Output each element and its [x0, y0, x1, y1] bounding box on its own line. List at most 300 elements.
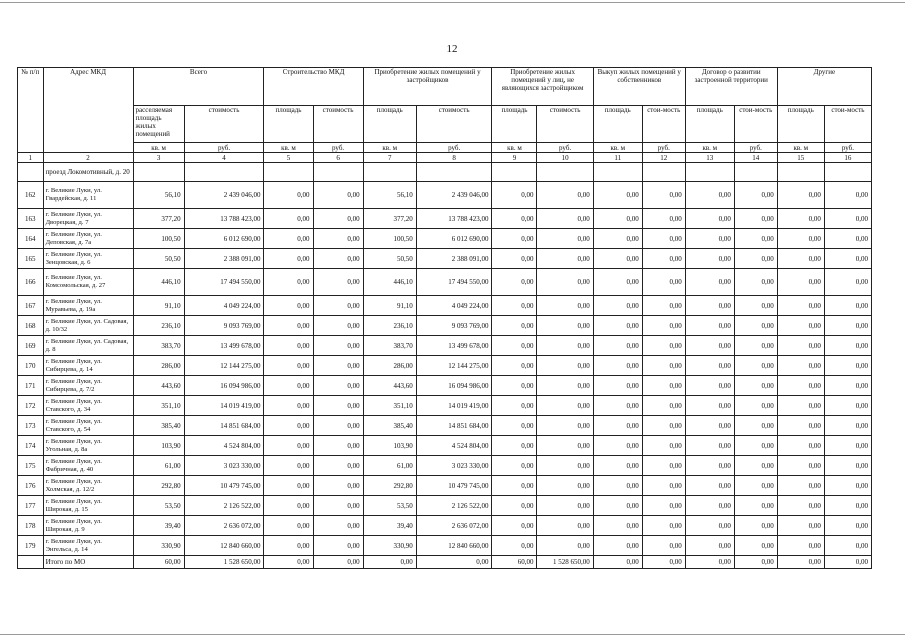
continuation-row — [18, 163, 872, 182]
row-value: 0,00 — [313, 456, 363, 476]
row-number: 174 — [18, 436, 44, 456]
row-value: 0,00 — [492, 376, 537, 396]
row-value: 0,00 — [734, 376, 777, 396]
row-value: 0,00 — [685, 416, 734, 436]
row-value: 0,00 — [685, 296, 734, 316]
header-no: № п/п — [18, 68, 44, 153]
row-value: 0,00 — [593, 436, 642, 456]
total-label: Итого по МО — [43, 556, 133, 569]
row-value: 0,00 — [593, 376, 642, 396]
row-value: 0,00 — [537, 296, 593, 316]
row-value: 0,00 — [264, 396, 313, 416]
row-address: г. Великие Луки, ул. Зенцовская, д. 6 — [43, 249, 133, 269]
row-value: 0,00 — [824, 396, 871, 416]
row-value: 0,00 — [685, 209, 734, 229]
unit-cell: кв. м — [685, 143, 734, 153]
row-value: 0,00 — [264, 316, 313, 336]
row-value: 0,00 — [492, 296, 537, 316]
table-row — [18, 476, 872, 496]
row-value: 0,00 — [264, 456, 313, 476]
row-address: г. Великие Луки, ул. Садовая, д. 10/32 — [43, 316, 133, 336]
row-number: 163 — [18, 209, 44, 229]
row-value: 61,00 — [133, 456, 184, 476]
table-row — [18, 249, 872, 269]
index-cell: 3 — [133, 153, 184, 163]
row-value: 0,00 — [492, 316, 537, 336]
row-value: 0,00 — [777, 456, 824, 476]
row-value: 0,00 — [313, 376, 363, 396]
row-value: 0,00 — [685, 456, 734, 476]
row-value: 0,00 — [492, 416, 537, 436]
unit-cell: руб. — [642, 143, 685, 153]
row-value: 351,10 — [133, 396, 184, 416]
row-value: 16 094 986,00 — [184, 376, 264, 396]
row-value: 103,90 — [133, 436, 184, 456]
row-value: 0,00 — [593, 229, 642, 249]
row-value: 0,00 — [537, 316, 593, 336]
row-value: 0,00 — [777, 516, 824, 536]
row-number: 178 — [18, 516, 44, 536]
row-value: 0,00 — [593, 249, 642, 269]
row-value: 0,00 — [593, 356, 642, 376]
unit-cell: кв. м — [593, 143, 642, 153]
total-cell: 0,00 — [593, 556, 642, 569]
row-value: 0,00 — [734, 456, 777, 476]
row-value: 2 636 072,00 — [416, 516, 492, 536]
unit-cell: руб. — [184, 143, 264, 153]
row-value: 0,00 — [734, 249, 777, 269]
subheader-cell: расселяемая площадь жилых помещений — [133, 106, 184, 143]
row-value: 2 388 091,00 — [184, 249, 264, 269]
row-value: 0,00 — [593, 456, 642, 476]
row-value: 13 788 423,00 — [184, 209, 264, 229]
row-value: 0,00 — [824, 476, 871, 496]
row-value: 0,00 — [824, 516, 871, 536]
index-cell: 12 — [642, 153, 685, 163]
row-value: 0,00 — [264, 336, 313, 356]
row-address: г. Великие Луки, ул. Фабричная, д. 40 — [43, 456, 133, 476]
row-value: 0,00 — [264, 376, 313, 396]
row-value: 0,00 — [685, 356, 734, 376]
row-value: 0,00 — [734, 436, 777, 456]
row-value: 4 524 804,00 — [184, 436, 264, 456]
unit-cell: руб. — [537, 143, 593, 153]
row-number: 179 — [18, 536, 44, 556]
table-row — [18, 182, 872, 209]
total-row — [18, 556, 872, 569]
row-number: 169 — [18, 336, 44, 356]
row-value: 39,40 — [363, 516, 416, 536]
row-value: 2 439 046,00 — [184, 182, 264, 209]
row-value: 0,00 — [734, 476, 777, 496]
row-value: 0,00 — [685, 316, 734, 336]
page-number: 12 — [446, 43, 458, 55]
header-group: Приобретение жилых помещений у застройщиков — [363, 68, 492, 106]
row-value: 0,00 — [313, 269, 363, 296]
row-value: 0,00 — [537, 182, 593, 209]
row-value: 0,00 — [264, 516, 313, 536]
row-value: 3 023 330,00 — [184, 456, 264, 476]
row-value: 0,00 — [492, 496, 537, 516]
row-value: 0,00 — [537, 476, 593, 496]
row-address: г. Великие Луки, ул. Угольная, д. 8а — [43, 436, 133, 456]
row-value: 0,00 — [593, 536, 642, 556]
row-value: 0,00 — [642, 416, 685, 436]
row-value: 13 788 423,00 — [416, 209, 492, 229]
row-value: 50,50 — [363, 249, 416, 269]
row-value: 10 479 745,00 — [184, 476, 264, 496]
row-value: 0,00 — [537, 496, 593, 516]
row-value: 0,00 — [734, 516, 777, 536]
row-value: 0,00 — [685, 229, 734, 249]
row-value: 0,00 — [642, 536, 685, 556]
row-value: 0,00 — [777, 316, 824, 336]
row-value: 0,00 — [537, 416, 593, 436]
row-value: 0,00 — [492, 476, 537, 496]
row-value: 0,00 — [824, 536, 871, 556]
row-value: 0,00 — [492, 249, 537, 269]
header-group: Всего — [133, 68, 264, 106]
unit-cell: руб. — [734, 143, 777, 153]
unit-cell: кв. м — [777, 143, 824, 153]
row-value: 0,00 — [777, 249, 824, 269]
subheader-cell: стои-мость — [824, 106, 871, 143]
subheader-cell: площадь — [593, 106, 642, 143]
row-value: 385,40 — [133, 416, 184, 436]
row-value: 0,00 — [642, 436, 685, 456]
row-value: 0,00 — [734, 356, 777, 376]
subheader-cell: стоимость — [537, 106, 593, 143]
row-value: 0,00 — [824, 229, 871, 249]
row-value: 0,00 — [492, 516, 537, 536]
index-cell: 8 — [416, 153, 492, 163]
row-value: 0,00 — [264, 536, 313, 556]
row-value: 0,00 — [537, 536, 593, 556]
unit-cell: кв. м — [492, 143, 537, 153]
row-value: 0,00 — [824, 456, 871, 476]
total-cell: 0,00 — [363, 556, 416, 569]
row-value: 2 439 046,00 — [416, 182, 492, 209]
row-number: 170 — [18, 356, 44, 376]
total-cell: 0,00 — [264, 556, 313, 569]
row-value: 0,00 — [642, 209, 685, 229]
row-value: 0,00 — [777, 496, 824, 516]
scan-edge-bottom — [0, 634, 905, 635]
row-number: 167 — [18, 296, 44, 316]
row-value: 0,00 — [734, 296, 777, 316]
unit-cell: руб. — [416, 143, 492, 153]
index-cell: 15 — [777, 153, 824, 163]
subheader-cell: площадь — [363, 106, 416, 143]
row-value: 330,90 — [363, 536, 416, 556]
total-cell: 0,00 — [824, 556, 871, 569]
total-cell: 0,00 — [416, 556, 492, 569]
row-value: 0,00 — [777, 356, 824, 376]
row-value: 4 049 224,00 — [184, 296, 264, 316]
row-address: г. Великие Луки, ул. Дворецкая, д. 7 — [43, 209, 133, 229]
row-value: 236,10 — [133, 316, 184, 336]
row-value: 385,40 — [363, 416, 416, 436]
row-value: 2 126 522,00 — [184, 496, 264, 516]
row-number: 177 — [18, 496, 44, 516]
row-number: 162 — [18, 182, 44, 209]
row-value: 0,00 — [537, 456, 593, 476]
row-value: 0,00 — [734, 496, 777, 516]
row-value: 0,00 — [777, 209, 824, 229]
subheader-cell: стоимость — [184, 106, 264, 143]
row-value: 0,00 — [593, 316, 642, 336]
row-value: 446,10 — [363, 269, 416, 296]
row-value: 0,00 — [313, 416, 363, 436]
total-cell: 0,00 — [313, 556, 363, 569]
row-value: 286,00 — [133, 356, 184, 376]
row-value: 0,00 — [685, 376, 734, 396]
row-value: 383,70 — [363, 336, 416, 356]
row-value: 0,00 — [642, 336, 685, 356]
row-value: 0,00 — [777, 182, 824, 209]
row-number: 176 — [18, 476, 44, 496]
total-cell: 0,00 — [777, 556, 824, 569]
row-value: 100,50 — [133, 229, 184, 249]
subheader-cell: площадь — [777, 106, 824, 143]
row-number: 165 — [18, 249, 44, 269]
row-value: 0,00 — [593, 476, 642, 496]
row-value: 0,00 — [313, 336, 363, 356]
row-value: 0,00 — [537, 336, 593, 356]
row-value: 446,10 — [133, 269, 184, 296]
header-group: Другие — [777, 68, 871, 106]
row-value: 0,00 — [824, 336, 871, 356]
row-value: 0,00 — [492, 209, 537, 229]
row-value: 0,00 — [734, 316, 777, 336]
row-value: 0,00 — [824, 296, 871, 316]
row-value: 0,00 — [642, 296, 685, 316]
row-address: г. Великие Луки, ул. Сибирцева, д. 7/2 — [43, 376, 133, 396]
table-row — [18, 496, 872, 516]
row-value: 0,00 — [777, 536, 824, 556]
row-value: 0,00 — [537, 376, 593, 396]
row-value: 0,00 — [492, 336, 537, 356]
row-value: 0,00 — [824, 376, 871, 396]
row-value: 0,00 — [537, 516, 593, 536]
row-value: 0,00 — [537, 356, 593, 376]
row-value: 0,00 — [264, 269, 313, 296]
row-value: 0,00 — [264, 476, 313, 496]
total-cell: 0,00 — [734, 556, 777, 569]
unit-cell: руб. — [313, 143, 363, 153]
table-row — [18, 516, 872, 536]
header-row-units — [18, 143, 872, 153]
index-cell: 2 — [43, 153, 133, 163]
row-value: 12 144 275,00 — [416, 356, 492, 376]
row-value: 9 093 769,00 — [184, 316, 264, 336]
header-group: Строительство МКД — [264, 68, 363, 106]
row-value: 0,00 — [685, 336, 734, 356]
row-value: 9 093 769,00 — [416, 316, 492, 336]
index-cell: 5 — [264, 153, 313, 163]
row-value: 0,00 — [642, 249, 685, 269]
row-value: 0,00 — [492, 456, 537, 476]
row-address: г. Великие Луки, ул. Ставского, д. 54 — [43, 416, 133, 436]
row-value: 0,00 — [264, 229, 313, 249]
header-group: Приобретение жилых помещений у лиц, не являющихся застройщиком — [492, 68, 593, 106]
row-value: 0,00 — [492, 436, 537, 456]
row-value: 14 851 684,00 — [184, 416, 264, 436]
row-address: г. Великие Луки, ул. Широкая, д. 15 — [43, 496, 133, 516]
index-cell: 6 — [313, 153, 363, 163]
row-value: 12 840 660,00 — [184, 536, 264, 556]
row-value: 0,00 — [593, 269, 642, 296]
total-cell: 60,00 — [492, 556, 537, 569]
row-value: 0,00 — [824, 416, 871, 436]
row-value: 0,00 — [685, 249, 734, 269]
row-value: 0,00 — [264, 356, 313, 376]
row-value: 0,00 — [685, 496, 734, 516]
row-value: 0,00 — [313, 536, 363, 556]
total-cell: 60,00 — [133, 556, 184, 569]
row-value: 14 019 419,00 — [416, 396, 492, 416]
subheader-cell: стои-мость — [642, 106, 685, 143]
row-value: 292,80 — [363, 476, 416, 496]
row-value: 0,00 — [685, 476, 734, 496]
table-row — [18, 296, 872, 316]
row-value: 53,50 — [133, 496, 184, 516]
row-value: 0,00 — [593, 416, 642, 436]
index-cell: 13 — [685, 153, 734, 163]
total-no-cell — [18, 556, 44, 569]
row-value: 0,00 — [264, 496, 313, 516]
row-value: 330,90 — [133, 536, 184, 556]
row-value: 0,00 — [777, 476, 824, 496]
row-value: 91,10 — [133, 296, 184, 316]
row-value: 0,00 — [492, 229, 537, 249]
row-value: 4 049 224,00 — [416, 296, 492, 316]
row-value: 0,00 — [313, 356, 363, 376]
row-value: 383,70 — [133, 336, 184, 356]
row-value: 10 479 745,00 — [416, 476, 492, 496]
row-value: 0,00 — [824, 182, 871, 209]
row-value: 39,40 — [133, 516, 184, 536]
row-value: 14 851 684,00 — [416, 416, 492, 436]
table-body — [18, 68, 872, 569]
index-cell: 9 — [492, 153, 537, 163]
row-value: 0,00 — [685, 516, 734, 536]
row-value: 0,00 — [642, 476, 685, 496]
row-value: 0,00 — [734, 396, 777, 416]
row-value: 0,00 — [313, 516, 363, 536]
row-value: 103,90 — [363, 436, 416, 456]
row-value: 0,00 — [264, 182, 313, 209]
row-value: 56,10 — [133, 182, 184, 209]
row-value: 0,00 — [734, 182, 777, 209]
table-row — [18, 536, 872, 556]
row-value: 0,00 — [777, 336, 824, 356]
row-value: 0,00 — [264, 436, 313, 456]
table-row — [18, 376, 872, 396]
row-value: 0,00 — [685, 436, 734, 456]
table-row — [18, 316, 872, 336]
index-cell: 1 — [18, 153, 44, 163]
index-cell: 16 — [824, 153, 871, 163]
row-number: 171 — [18, 376, 44, 396]
index-cell: 14 — [734, 153, 777, 163]
index-cell: 11 — [593, 153, 642, 163]
row-address: г. Великие Луки, ул. Холмская, д. 12/2 — [43, 476, 133, 496]
table-row — [18, 436, 872, 456]
total-cell: 1 528 650,00 — [537, 556, 593, 569]
row-value: 0,00 — [824, 316, 871, 336]
row-value: 50,50 — [133, 249, 184, 269]
row-value: 0,00 — [492, 356, 537, 376]
row-value: 0,00 — [313, 182, 363, 209]
row-value: 0,00 — [313, 476, 363, 496]
row-value: 0,00 — [593, 296, 642, 316]
row-value: 0,00 — [313, 296, 363, 316]
row-value: 14 019 419,00 — [184, 396, 264, 416]
row-value: 0,00 — [264, 296, 313, 316]
row-address: г. Великие Луки, ул. Сибирцева, д. 14 — [43, 356, 133, 376]
row-number: 175 — [18, 456, 44, 476]
index-cell: 4 — [184, 153, 264, 163]
row-value: 2 636 072,00 — [184, 516, 264, 536]
row-value: 6 012 690,00 — [416, 229, 492, 249]
row-value: 0,00 — [734, 416, 777, 436]
row-value: 0,00 — [593, 182, 642, 209]
row-value: 0,00 — [642, 269, 685, 296]
unit-cell: кв. м — [363, 143, 416, 153]
row-value: 0,00 — [734, 269, 777, 296]
header-row-sub — [18, 106, 872, 143]
row-value: 351,10 — [363, 396, 416, 416]
row-address: г. Великие Луки, ул. Энгельса, д. 14 — [43, 536, 133, 556]
row-value: 0,00 — [537, 249, 593, 269]
row-value: 0,00 — [264, 416, 313, 436]
row-value: 0,00 — [642, 229, 685, 249]
table-row — [18, 269, 872, 296]
row-address: г. Великие Луки, ул. Ставского, д. 34 — [43, 396, 133, 416]
row-value: 100,50 — [363, 229, 416, 249]
row-value: 12 840 660,00 — [416, 536, 492, 556]
table-row — [18, 416, 872, 436]
row-value: 0,00 — [593, 209, 642, 229]
row-value: 292,80 — [133, 476, 184, 496]
row-value: 0,00 — [537, 209, 593, 229]
subheader-cell: стоимость — [416, 106, 492, 143]
unit-cell: руб. — [824, 143, 871, 153]
row-value: 0,00 — [492, 536, 537, 556]
row-value: 6 012 690,00 — [184, 229, 264, 249]
row-value: 16 094 986,00 — [416, 376, 492, 396]
total-cell: 0,00 — [685, 556, 734, 569]
row-number: 168 — [18, 316, 44, 336]
row-value: 0,00 — [313, 249, 363, 269]
row-address: г. Великие Луки, ул. Широкая, д. 9 — [43, 516, 133, 536]
row-address: г. Великие Луки, ул. Комсомольская, д. 27 — [43, 269, 133, 296]
row-value: 0,00 — [642, 516, 685, 536]
row-value: 0,00 — [642, 356, 685, 376]
row-value: 0,00 — [593, 396, 642, 416]
row-value: 0,00 — [642, 376, 685, 396]
row-address: г. Великие Луки, ул. Деповская, д. 7а — [43, 229, 133, 249]
row-value: 4 524 804,00 — [416, 436, 492, 456]
row-value: 0,00 — [824, 436, 871, 456]
row-value: 0,00 — [824, 356, 871, 376]
row-value: 2 388 091,00 — [416, 249, 492, 269]
row-address: г. Великие Луки, ул. Гвардейская, д. 11 — [43, 182, 133, 209]
subheader-cell: площадь — [492, 106, 537, 143]
resettlement-table — [17, 67, 872, 569]
continuation-address: проезд Локомотивный, д. 20 — [43, 163, 133, 182]
